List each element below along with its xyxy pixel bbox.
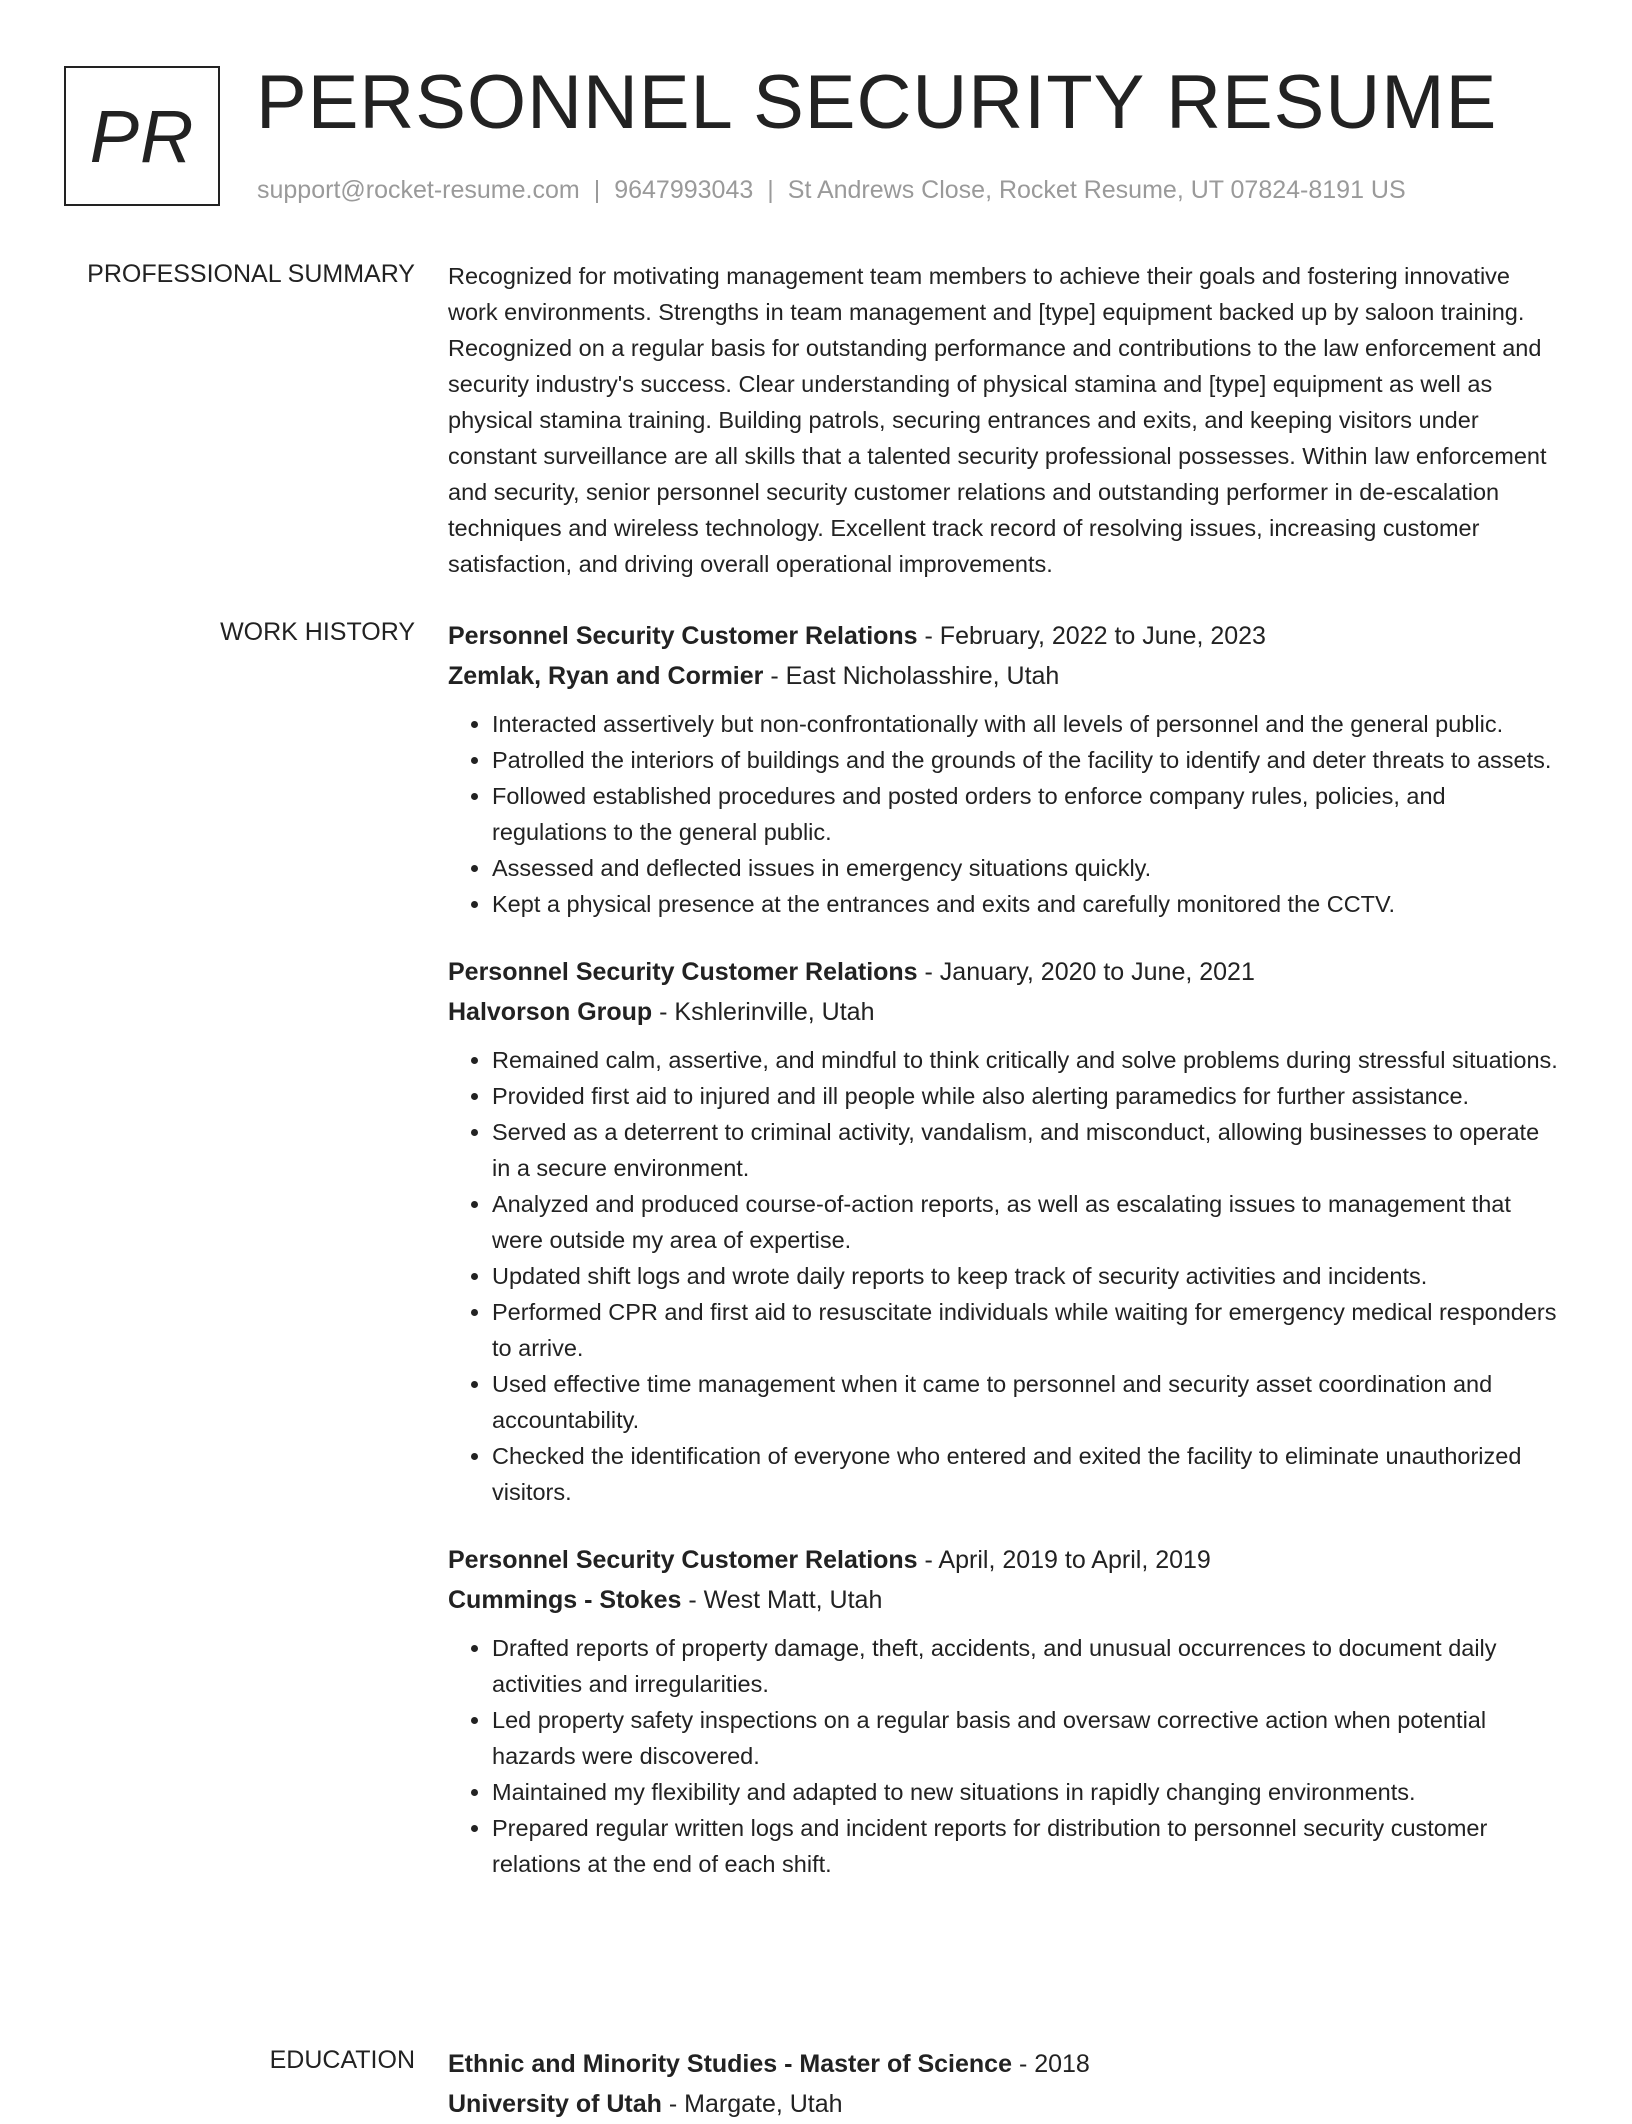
education-school: University of Utah xyxy=(448,2090,662,2118)
job-location: - West Matt, Utah xyxy=(681,1586,883,1614)
monogram-box xyxy=(64,66,220,206)
job-title: Personnel Security Customer Relations xyxy=(448,622,918,650)
education-school-line xyxy=(448,2084,1562,2124)
job-dates: - February, 2022 to June, 2023 xyxy=(917,622,1266,650)
work-history-label: WORK HISTORY xyxy=(220,618,415,646)
job-title: Personnel Security Customer Relations xyxy=(448,958,918,986)
job-location: - Kshlerinville, Utah xyxy=(652,998,875,1026)
job-company: Halvorson Group xyxy=(448,998,653,1026)
education-degree-line xyxy=(448,2044,1562,2084)
bullet-item: • Checked the identification of everyone who entered and exited the facility to eliminate unauthorized visitors. xyxy=(492,1438,1562,1510)
education-degree: Ethnic and Minority Studies - Master of Science xyxy=(448,2050,1012,2078)
job-dates: - January, 2020 to June, 2021 xyxy=(917,958,1255,986)
resume-title: PERSONNEL SECURITY RESUME xyxy=(256,60,1498,145)
job-title-line xyxy=(448,616,1562,656)
job-dates: - April, 2019 to April, 2019 xyxy=(917,1546,1211,1574)
bullet-item: • Kept a physical presence at the entrances and exits and carefully monitored the CCTV. xyxy=(492,886,1562,922)
job-company-line xyxy=(448,1580,1562,1620)
bullet-item: • Patrolled the interiors of buildings and the grounds of the facility to identify and deter threats to assets. xyxy=(492,742,1562,778)
bullet-item: • Used effective time management when it came to personnel and security asset coordination and accountability. xyxy=(492,1366,1562,1438)
bullet-item: • Maintained my flexibility and adapted to new situations in rapidly changing environments. xyxy=(492,1774,1562,1810)
job-title: Personnel Security Customer Relations xyxy=(448,1546,918,1574)
bullet-item: • Led property safety inspections on a regular basis and oversaw corrective action when potential hazards were discovered. xyxy=(492,1702,1562,1774)
education-year: - 2018 xyxy=(1012,2050,1090,2078)
contact-phone: 9647993043 xyxy=(614,176,754,204)
education-body xyxy=(448,2044,1562,2124)
education-label: EDUCATION xyxy=(269,2046,415,2074)
job-entry xyxy=(448,952,1562,1510)
bullet-item: • Interacted assertively but non-confrontationally with all levels of personnel and the general public. xyxy=(492,706,1562,742)
job-title-line xyxy=(448,952,1562,992)
bullet-item: • Followed established procedures and posted orders to enforce company rules, policies, and regulations to the general public. xyxy=(492,778,1562,850)
bullet-item: • Performed CPR and first aid to resuscitate individuals while waiting for emergency medical responders to arrive. xyxy=(492,1294,1562,1366)
bullet-item: • Prepared regular written logs and incident reports for distribution to personnel security customer relations at the end of each shift. xyxy=(492,1810,1562,1882)
job-company-line xyxy=(448,656,1562,696)
bullet-item: • Served as a deterrent to criminal activity, vandalism, and misconduct, allowing businesses to operate in a secure environment. xyxy=(492,1114,1562,1186)
contact-line xyxy=(257,174,1406,206)
contact-email: support@rocket-resume.com xyxy=(257,176,580,204)
job-bullets xyxy=(448,1630,1562,1882)
summary-body xyxy=(448,258,1562,582)
job-company: Cummings - Stokes xyxy=(448,1586,682,1614)
job-bullets xyxy=(448,1042,1562,1510)
bullet-item: • Drafted reports of property damage, theft, accidents, and unusual occurrences to document daily activities and irregularities. xyxy=(492,1630,1562,1702)
summary-label: PROFESSIONAL SUMMARY xyxy=(87,260,415,288)
job-company: Zemlak, Ryan and Cormier xyxy=(448,662,764,690)
job-entry xyxy=(448,616,1562,922)
contact-separator: | xyxy=(593,176,601,204)
bullet-item: • Updated shift logs and wrote daily reports to keep track of security activities and incidents. xyxy=(492,1258,1562,1294)
bullet-item: • Remained calm, assertive, and mindful to think critically and solve problems during stressful situations. xyxy=(492,1042,1562,1078)
job-bullets xyxy=(448,706,1562,922)
job-entry xyxy=(448,1540,1562,1882)
monogram-initials: PR xyxy=(89,94,195,178)
job-company-line xyxy=(448,992,1562,1032)
contact-separator: | xyxy=(767,176,774,204)
job-title-line xyxy=(448,1540,1562,1580)
bullet-item: • Provided first aid to injured and ill people while also alerting paramedics for further assistance. xyxy=(492,1078,1562,1114)
work-history-body xyxy=(448,616,1562,1912)
bullet-item: • Assessed and deflected issues in emergency situations quickly. xyxy=(492,850,1562,886)
bullet-item: • Analyzed and produced course-of-action reports, as well as escalating issues to management that were outside my area of expertise. xyxy=(492,1186,1562,1258)
contact-address: St Andrews Close, Rocket Resume, UT 07824-8191 US xyxy=(787,176,1406,204)
summary-text: Recognized for motivating management team members to achieve their goals and fostering innovative work environments. Strengths in team management and [type] equipment backed up by saloon training. Recognized on a regular basis for outstanding performance and contributions to the law enforcement and security industry's success. Clear understanding of physical stamina and [type] equipment as well as physical stamina training. Building patrols, securing entrances and exits, and keeping visitors under constant surveillance are all skills that a talented security professional possesses. Within law enforcement and security, senior personnel security customer relations and outstanding performer in de-escalation techniques and wireless technology. Excellent track record of resolving issues, increasing customer satisfaction, and driving overall operational improvements. xyxy=(448,263,1547,577)
education-location: - Margate, Utah xyxy=(661,2090,843,2118)
job-location: - East Nicholasshire, Utah xyxy=(763,662,1060,690)
